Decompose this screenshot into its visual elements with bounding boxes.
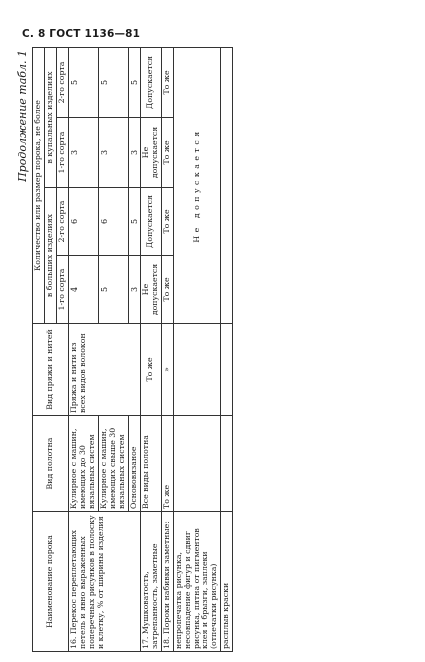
value-cell: 3	[98, 118, 128, 188]
empty-cell	[221, 324, 233, 416]
header-bath-items: в купальных изделиях	[44, 47, 56, 187]
header-large-grade2: 2-го сорта	[56, 188, 68, 256]
defect-18: 18. Пороки набивки заметные:	[161, 512, 173, 652]
value-cell: Допускается	[140, 188, 161, 256]
header-quantity: Количество или размер порока, не более	[33, 47, 45, 323]
value-cell: 5	[128, 188, 140, 256]
empty-cell	[173, 416, 221, 512]
table-row	[221, 47, 233, 651]
value-cell: 3	[128, 256, 140, 324]
fabric-cell: Все виды полотна	[140, 416, 161, 512]
not-allowed-spaced: Не допускается	[173, 47, 221, 323]
value-cell: 5	[68, 47, 98, 117]
defect-18-sub-2: расплыв краски	[221, 512, 233, 652]
value-cell: 6	[98, 188, 128, 256]
table-row	[173, 47, 221, 651]
fabric-cell: Основовязаное	[128, 416, 140, 512]
rotated-page-content	[16, 48, 412, 652]
header-large-grade1: 1-го сорта	[56, 256, 68, 324]
empty-cell	[173, 324, 221, 416]
fabric-cell: То же	[161, 416, 173, 512]
value-cell: Допускается	[140, 47, 161, 117]
value-cell: То же	[161, 256, 173, 324]
header-yarn-type: Вид пряжи и нитей	[33, 324, 69, 416]
table-row	[140, 47, 161, 651]
header-large-items: в больших изделиях	[44, 188, 56, 324]
value-cell: 5	[128, 47, 140, 117]
empty-cell	[221, 47, 233, 323]
empty-cell	[221, 416, 233, 512]
value-cell: Не допускается	[140, 256, 161, 324]
header-fabric-type: Вид полотна	[33, 416, 69, 512]
value-cell: 5	[98, 47, 128, 117]
value-cell: 4	[68, 256, 98, 324]
rotated-table-wrapper	[16, 48, 412, 652]
value-cell: То же	[161, 47, 173, 117]
defect-18-sub-1: непропечатка рисунка, несовпадение фигур и сдвиг рисунка, пятна от пигментов клея и брызги, заплеки (отпечатки рисунка)	[173, 512, 221, 652]
yarn-cell: То же	[140, 324, 161, 416]
defect-16: 16. Перекос переплетающих петель и явно выраженных поперечных рисунков в полоску и клетку, % от ширины изделия	[68, 512, 140, 652]
header-bath-grade1: 1-го сорта	[56, 118, 68, 188]
value-cell: 6	[68, 188, 98, 256]
table-row	[161, 47, 173, 651]
value-cell: То же	[161, 188, 173, 256]
value-cell: Не допускается	[140, 118, 161, 188]
value-cell: 5	[98, 256, 128, 324]
continuation-label: Продолжение табл. 1	[16, 50, 29, 182]
header-defect-name: Наименование порока	[33, 512, 69, 652]
defect-17: 17. Мушковатость, затрепанность, заметные	[140, 512, 161, 652]
value-cell: 3	[68, 118, 98, 188]
header-bath-grade2: 2-го сорта	[56, 47, 68, 117]
defects-table	[32, 47, 233, 652]
fabric-cell: Кулирное с машин, имеющих до 30 вязальных систем	[68, 416, 98, 512]
value-cell: То же	[161, 118, 173, 188]
page-header: С. 8 ГОСТ 1136—81	[22, 28, 141, 40]
value-cell: 3	[128, 118, 140, 188]
yarn-cell: Пряжа и нити из всех видов волокон	[68, 324, 140, 416]
fabric-cell: Кулирное с машин, имеющих свыше 30 вязальных систем	[98, 416, 128, 512]
yarn-cell: »	[161, 324, 173, 416]
table-row	[68, 47, 98, 651]
